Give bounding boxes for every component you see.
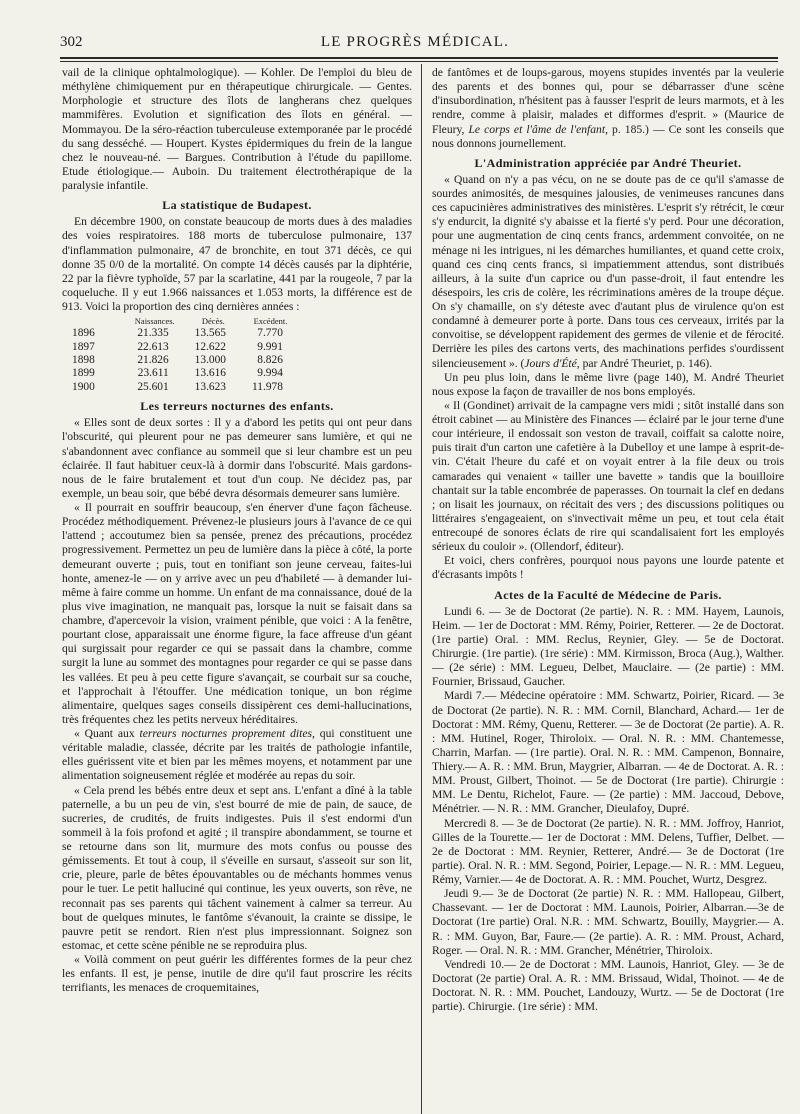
table-cell: 7.770: [257, 327, 283, 340]
table-cell: 13.565: [194, 327, 226, 340]
table-cell-year: 1899: [72, 367, 95, 380]
administration-heading: L'Administration appréciée par André Theuriet.: [474, 155, 742, 170]
table-cell: 21.335: [137, 327, 169, 340]
header-rule: [60, 57, 778, 62]
page-number: 302: [60, 34, 83, 50]
birth-death-table: [72, 315, 303, 394]
text-run: « Quand on n'y a pas vécu, on ne se doute pas de ce qu'il s'amasse de sourdes animosités, de mesquines jalousies, de venimeuses rancunes dans ces capucinières administratives des ministères. L'esprit s'y rétrécit, le cœur s'y endurcit, la dignité s'y abaisse et la fierté s'y perd. Pour une décoration, pour une augmentation de cinq cents francs, ardemment convoitée, on ne ménage ni les intrigues, ni les démarches humiliantes, et quand cette croix, quand ces cinq cents francs, si impatiemment attendus, sont distribués ailleurs, à la suite d'un caprice ou d'un passe-droit, il faut entendre les désespoirs, les cris de colère, les récriminations amères de la troupe déçue. On s'y chamaille, on s'y déteste avec d'autant plus de virulence qu'on est condamné à demeurer porte à porte. Dans tous ces cerveaux, irrités par la convoitise, se développent rapidement des germes de vilenie et de férocité. Derrière les piles des cartons verts, des machinations perfides s'ourdissent silencieusement ». (: [432, 172, 784, 370]
table-header: Naissances.: [134, 316, 175, 327]
budapest-paragraph: En décembre 1900, on constate beaucoup de morts dues à des maladies des voies respiratoires. 188 morts de tuberculose pulmonaire, 137 d'inflammation pulmonaire, 47 de bronchite, en tout 371 décès, ce qui donne 35 0/0 de la mortalité. On compte 14 décès causés par la diphtérie, 22 par la fièvre typhoïde, 57 par la scarlatine, 441 par la rougeole, 7 par la coqueluche. Il y eut 1.966 naissances et 1.053 morts, la différence est de 913. Voici la proportion des cinq dernières années :: [62, 215, 412, 313]
table-cell: 21.826: [137, 353, 169, 366]
thesis-list-continuation: vail de la clinique ophtalmologique). — Kohler. De l'emploi du bleu de méthylène chimiquement pur en thérapeutique chirurgicale. — Gentes. Morphologie et structure des îlots de langherans chez quelques mammifères. Evolution et signification des îlots en général. — Mommayou. De la séro-réaction tuberculeuse extemporanée par le procédé du sang desséché. — Houpert. Kystes épidermiques du frein de la langue chez le nouveau-né. — Bargues. Contribution à l'étude du papillome. Etude étiologique.— Auboin. Du traitement électrothérapique de la paralysie infantile.: [62, 66, 412, 192]
terreurs-paragraph-2: « Il pourrait en souffrir beaucoup, s'en énerver d'une façon fâcheuse. Procédez méthodiquement. Prévenez-le plusieurs jours à l'avance de ce qui l'attend ; accoutumez bien sa pensée, prenez des précautions, procédez progressivement. Permettez un peu de lumière dans la pièce à côté, la porte demeurant ouverte ; puis, tout en tonifiant son jeune cerveau, faites-lui honte, amenez-le — on y arrive avec un peu d'habileté — à demander lui-même à faire comme un homme. Un enfant de ma connaissance, doué de la plus vive imagination, ne manquait pas, lorsque la nuit se faisait dans sa chambre, d'apercevoir la vision, vraiment pénible, que voici : A la fenêtre, pourtant close, apparaissait une énorme figure, la face affreuse d'un géant qui surgissait pour regarder ce qui se passait dans la chambre, comme surgit la lune au sommet des montagnes pour regarder ce qui se passe dans les vallées. Et peu à peu cette figure s'avançait, se courbait sur sa couche, et l'approchait à l'étouffer. Une médication tonique, un bon régime alimentaire, quelques sages conseils dissipèrent ces demi-hallucinations, très fréquentes chez les petits nerveux héréditaires.: [62, 501, 412, 726]
table-cell-year: 1897: [72, 340, 95, 353]
text-run: , p. 185.) — Ce sont les conseils que nous donnons journellement.: [432, 122, 784, 150]
table-row: [72, 327, 303, 340]
table-header: Décès.: [201, 316, 225, 327]
administration-paragraph-2: Un peu plus loin, dans le même livre (page 140), M. André Theuriet nous expose la façon de travailler de nos bons employés.: [432, 370, 784, 398]
terreurs-paragraph-4: « Cela prend les bébés entre deux et sept ans. L'enfant a dîné à la table paternelle, a bu un peu de vin, s'est bourré de mie de pain, de sauce, de sucreries, de crudités, de fruits indigestes. Puis il s'est endormi d'un sommeil à la fois profond et agité ; il transpire abondamment, se tourne et se retourne dans son lit, murmure des mots confus ou pousse des gémissements. Et tout à coup, il s'éveille en sursaut, s'asseoit sur son lit, crie, pleure, parle de bêtes épouvantables ou de méchants hommes venus pour le tuer. Le petit halluciné qui continue, les yeux ouverts, son rêve, ne reconnait pas ses parents qui tâchent vainement à calmer sa terreur. Au bout de quelques minutes, le fantôme s'évanouit, la crainte se dissipe, le pauvre petit se rendort. Rien n'est plus impressionnant. Soignez son estomac, et cette scène pénible ne se reproduira plus.: [62, 783, 412, 952]
table-row: [72, 381, 303, 394]
table-cell: 8.826: [257, 353, 283, 366]
table-row: [72, 367, 303, 380]
table-cell: 13.616: [194, 367, 226, 380]
actes-heading: Actes de la Faculté de Médecine de Paris.: [494, 587, 722, 602]
terreurs-continuation: [432, 66, 784, 151]
schedule-monday: Lundi 6. — 3e de Doctorat (2e partie). N. R. : MM. Hayem, Launois, Heim. — 1er de Doctorat : MM. Rémy, Poirier, Retterer. — 2e de Doctorat. (1re partie) Oral. : MM. Reclus, Reynier, Gley. — 5e de Doctorat. Chirurgie. (1re partie). (1re série) : MM. Kirmisson, Broca (Aug.), Walther. — (2e série) : MM. Legueu, Delbet, Mauclaire. — (2e partie) : MM. Fournier, Brissaud, Gaucher.: [432, 604, 784, 689]
text-run: , qui constituent une véritable maladie, classée, décrite par les traités de pathologie infantile, elles guérissent vite et bien par les mêmes moyens, et notamment par une alimentation soigneusement réglée et modérée au repas du soir.: [62, 727, 412, 783]
table-header-year: [72, 315, 129, 327]
text-run: , par André Theuriet, p. 146).: [576, 356, 713, 370]
administration-paragraph-3: « Il (Gondinet) arrivait de la campagne vers midi ; sitôt installé dans son étroit cabinet — au Ministère des Finances — éclairé par le jour terne d'une cour intérieure, il endossait son veston de travail, coiffait sa calotte noire, puis tirait d'un carton une cafetière à la Dubelloy et une lampe à esprit-de-vin. C'était l'heure du café et on voyait entrer à la file deux ou trois camarades qui venaient « tailler une bavette » tandis que la bouilloire chantait sur la table encombrée de paperasses. On tournait la clef en dedans ; on lisait les journaux, on récitait des vers ; des discussions politiques ou littéraires s'engageaient, on s'invectivait même un peu, et tout cela était entrecoupé de sonores éclats de rire qui scandalisaient fort les employés sérieux du couloir ». (Ollendorf, éditeur).: [432, 398, 784, 554]
page-header: [60, 34, 770, 52]
terreurs-paragraph-5: « Voilà comment on peut guérir les différentes formes de la peur chez les enfants. Il est, je pense, inutile de dire qu'il faut proscrire les récits terrifiants, les menaces de croquemitaines,: [62, 953, 412, 995]
italic-term: terreurs nocturnes proprement dites: [139, 727, 312, 741]
table-cell: 23.611: [137, 367, 169, 380]
table-row: [72, 341, 303, 354]
table-header-row: [72, 315, 303, 327]
administration-paragraph-1: [432, 173, 784, 371]
schedule-friday: Vendredi 10.— 2e de Doctorat : MM. Launois, Hanriot, Gley. — 3e de Doctorat (2e partie) Oral. A. R. : MM. Brissaud, Widal, Thoinot. — 4e de Doctorat. N. R. : MM. Pouchet, Landouzy, Wurtz. — 5e de Doctorat (1re partie). Chirurgie. (1re série) : MM.: [432, 957, 784, 1014]
terreurs-paragraph-1: « Elles sont de deux sortes : Il y a d'abord les petits qui ont peur dans l'obscurité, qui pleurent pour ne pas demeurer sans lumière, et qui ne s'abandonnent avec confiance au sommeil que si leur chambre est un peu éclairée. Il faut habituer ceux-là à dormir dans l'obscurité. Mais gardons-nous de le faire brutalement et tout d'un coup. Ne décidez pas, par exemple, un beau soir, que bébé devra désormais demeurer sans lumière.: [62, 416, 412, 500]
terreurs-heading: Les terreurs nocturnes des enfants.: [140, 399, 334, 414]
book-title: Jours d'Été: [524, 356, 577, 370]
table-cell: 9.991: [257, 340, 283, 353]
book-title: Le corps et l'âme de l'enfant: [468, 122, 606, 136]
right-column: [432, 66, 784, 1014]
table-cell: 13.623: [194, 380, 226, 393]
table-header: Excédent.: [253, 316, 288, 327]
journal-title: LE PROGRÈS MÉDICAL.: [320, 34, 510, 50]
schedule-wednesday: Mercredi 8. — 3e de Doctorat (2e partie). N. R. : MM. Joffroy, Hanriot, Gilles de la Tourette.— 1er de Doctorat : MM. Delens, Tuffier, Delbet. — 2e de Doctorat : MM. Reynier, Retterer, André.— 3e de Doctorat (1re partie). Oral. N. R. : MM. Segond, Poirier, Lepage.— N. R. : MM. Legueu, Rémy, Varnier.— 4e de Doctorat. A. R. : MM. Pouchet, Wurtz, Desgrez.: [432, 816, 784, 886]
table-cell: 11.978: [252, 380, 283, 393]
schedule-tuesday: Mardi 7.— Médecine opératoire : MM. Schwartz, Poirier, Ricard. — 3e de Doctorat (2e partie). N. R. : MM. Cornil, Blanchard, Achard.— 1er de Doctorat : MM. Rémy, Quenu, Retterer. — 3e de Doctorat (2e partie). A. R. : MM. Hutinel, Roger, Thiroloix. — Oral. N. R. : MM. Chantemesse, Charrin, Marfan. — (1re partie). Oral. N. R. : MM. Campenon, Bonnaire, Thiery.— A. R. : MM. Brun, Maygrier, Albarran. — 4e de Doctorat. A. R. : MM. Proust, Gilbert, Thoinot. — 5e de Doctorat (1re partie). Chirurgie : MM. Le Dentu, Richelot, Faure. — (2e partie) : MM. Jaccoud, Debove, Ménétrier. — N. R. : MM. Grancher, Dieulafoy, Dupré.: [432, 689, 784, 816]
terreurs-paragraph-3: [62, 727, 412, 784]
table-cell-year: 1900: [72, 380, 95, 393]
left-column: [62, 66, 412, 995]
table-cell-year: 1898: [72, 353, 95, 366]
table-cell-year: 1896: [72, 327, 95, 340]
table-cell: 12.622: [194, 340, 226, 353]
text-run: de fantômes et de loups-garous, moyens stupides inventés par la veulerie des parents et des bonnes qui, pour se débarrasser d'une scène d'insubordination, n'hésitent pas à fausser l'esprit de leurs marmots, et à les rendre, comme à plaisir, malades et difformes d'esprit. » (Maurice de Fleury,: [432, 66, 784, 136]
table-cell: 13.000: [194, 353, 226, 366]
schedule-thursday: Jeudi 9.— 3e de Doctorat (2e partie) N. R. : MM. Hallopeau, Gilbert, Chassevant. — 1er de Doctorat : MM. Launois, Poirier, Albarran.—3e de Doctorat (1re partie) Oral. N.R. : MM. Schwartz, Bouilly, Maygrier.— A. R. : MM. Guyon, Bar, Faure.— (2e partie). A. R. : MM. Proust, Achard, Roger. — Oral. N. R. : MM. Grancher, Ménétrier, Thiroloix.: [432, 887, 784, 957]
table-row: [72, 354, 303, 367]
budapest-heading: La statistique de Budapest.: [162, 198, 312, 213]
text-run: « Quant aux: [74, 727, 140, 741]
table-cell: 9.994: [257, 367, 283, 380]
table-cell: 25.601: [137, 380, 169, 393]
column-divider: [421, 64, 422, 1114]
administration-paragraph-4: Et voici, chers confrères, pourquoi nous payons une lourde patente et d'écrasants impôts !: [432, 554, 784, 582]
table-cell: 22.613: [137, 340, 169, 353]
